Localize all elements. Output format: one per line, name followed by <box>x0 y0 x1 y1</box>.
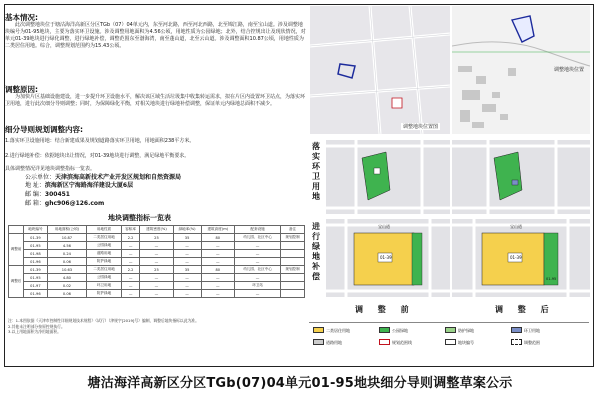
table-cell: 01-39 <box>24 234 48 242</box>
location-map-left <box>310 6 450 134</box>
contact-mail-value: ghc906@126.com <box>44 200 105 207</box>
table-cell: — <box>140 274 173 282</box>
table-note: 3.以上用地面积为净用地面积。 <box>8 329 61 334</box>
legend-item <box>511 339 540 345</box>
table-cell: — <box>201 274 235 282</box>
table-header-cell: 容积率 <box>122 226 140 234</box>
table-cell: 防护绿地 <box>87 258 122 266</box>
table-cell: 规划控制 <box>281 234 305 242</box>
table-group-label: 调整后 <box>9 266 24 298</box>
table-cell: — <box>140 242 173 250</box>
table-cell: 规划控制 <box>281 266 305 274</box>
table-cell: — <box>140 250 173 258</box>
table-cell: — <box>201 258 235 266</box>
legend-item <box>379 339 412 345</box>
legend-swatch <box>445 327 456 333</box>
after-map-1 <box>452 140 590 214</box>
contact-mail <box>25 200 104 208</box>
contact-mail-label: 邮 箱： <box>25 200 45 207</box>
table-cell: 幼儿园、社区中心 <box>235 266 281 274</box>
table-header-cell: 用地面积(公顷) <box>47 226 86 234</box>
table-cell: — <box>173 282 201 290</box>
contact-org-label: 公示单位： <box>25 174 56 181</box>
table-cell: 01-95 <box>24 274 48 282</box>
table-cell: 防护绿地 <box>87 290 122 298</box>
table-cell: — <box>235 290 281 298</box>
legend-item <box>445 339 474 345</box>
table-cell: — <box>235 242 281 250</box>
table-cell <box>281 250 305 258</box>
contact-post-label: 邮 编： <box>25 191 45 198</box>
table-cell: 80 <box>201 266 235 274</box>
before-map-1 <box>326 140 450 214</box>
table-cell: 01-97 <box>24 282 48 290</box>
table-row <box>9 242 305 250</box>
legend-item <box>379 327 408 333</box>
table-row <box>9 234 305 242</box>
table-cell: 10.87 <box>47 234 86 242</box>
table-cell: 25 <box>140 234 173 242</box>
table-cell: — <box>235 274 281 282</box>
table-row <box>9 258 305 266</box>
legend-swatch <box>511 339 522 345</box>
legend-label: 道路用地 <box>326 339 342 345</box>
table-cell: — <box>173 242 201 250</box>
reason-heading: 调整原因: <box>5 85 38 94</box>
before-map-2 <box>326 219 450 297</box>
before-map-1-svg <box>326 140 450 214</box>
table-cell: 35 <box>173 234 201 242</box>
table-header-cell: 用地性质 <box>87 226 122 234</box>
table-cell: 01-39 <box>24 266 48 274</box>
table-header-cell: 建筑密度(%) <box>140 226 173 234</box>
table-cell: — <box>235 250 281 258</box>
table-row <box>9 290 305 298</box>
table-cell: 0.06 <box>47 290 86 298</box>
table-header-cell: 绿地率(%) <box>173 226 201 234</box>
table-cell: — <box>122 242 140 250</box>
location-map-left-label: 调整地块位置图 <box>402 124 438 130</box>
sanitation-parcel <box>512 180 518 185</box>
content-item-2: 2.进行绿地补偿：依据地块出让情况，对01-39地块进行调整，满足绿地平衡要求。 <box>5 153 190 159</box>
contact-addr <box>25 182 133 190</box>
legend-label: 公园绿地 <box>392 327 408 333</box>
document-title: 塘沽海洋高新区分区TGb(07)04单元01-95地块细分导则调整草案公示 <box>87 376 513 391</box>
table-cell <box>281 242 305 250</box>
green-parcel <box>362 152 390 200</box>
table-cell: — <box>122 250 140 258</box>
table-cell: — <box>173 258 201 266</box>
table-cell: — <box>173 290 201 298</box>
contact-post <box>25 191 70 199</box>
table-header-cell: 地块编号 <box>24 226 48 234</box>
legend-label: 调整范围 <box>524 339 540 345</box>
contact-org-value: 天津滨海高新技术产业开发区规划和自然资源局 <box>55 174 182 181</box>
contact-org <box>25 174 181 182</box>
table-note: 2.其他未注明部分按原控规执行。 <box>8 323 65 329</box>
legend-swatch <box>313 339 324 345</box>
table-row <box>9 250 305 258</box>
legend-swatch <box>511 327 522 333</box>
table-cell <box>281 290 305 298</box>
contact-post-value: 300451 <box>44 191 70 198</box>
table-cell: — <box>122 274 140 282</box>
table-cell: — <box>235 258 281 266</box>
intro-heading: 基本情况: <box>5 13 38 22</box>
road-label: 宝山道 <box>378 224 390 229</box>
after-map-1-svg <box>452 140 590 214</box>
reason-body: 为加快片区基础设施建设，进一步提升环卫设施水平，解决该区域生活垃圾集中收集转运需求，拟在片区内设置环卫站点，为落实环卫用地，进行此次细分导则调整；同时，为保障绿化平衡，对相关地块进行绿地补偿调整，保证单元内绿地总面积不减少。 <box>5 94 306 107</box>
legend-swatch <box>379 327 390 333</box>
row1-side-label: 落实环卫用地 <box>312 142 320 201</box>
location-outline-1 <box>338 64 355 78</box>
table-row <box>9 282 305 290</box>
table-group-label: 调整前 <box>9 234 24 266</box>
road-label: 宝山道 <box>510 224 522 229</box>
table-cell: — <box>140 282 173 290</box>
parcel-label-2: 01-95 <box>546 277 557 281</box>
table-header-cell <box>9 226 24 234</box>
table-note: 注：1.本图依据《天津市控制性详细规划技术规程》（试行）（津规字[2019]号）编制，调整后地块指标以此为准。 <box>8 318 199 323</box>
contact-addr-value: 滨海新区宁海路海洋建设大厦6层 <box>44 182 134 189</box>
table-cell: — <box>122 258 140 266</box>
table-row <box>9 266 305 274</box>
legend-label: 规划范围线 <box>392 339 412 345</box>
table-cell: 二类居住用地 <box>87 234 122 242</box>
legend-label: 环卫用地 <box>524 327 540 333</box>
table-cell: 4.80 <box>47 274 86 282</box>
table-cell: 二类居住用地 <box>87 266 122 274</box>
table-cell: 35 <box>173 266 201 274</box>
table-title: 地块调整指标一览表 <box>108 214 171 222</box>
table-cell: 01-96 <box>24 290 48 298</box>
table-header-cell: 配套设施 <box>235 226 281 234</box>
table-cell: 10.63 <box>47 266 86 274</box>
table-cell: 道路用地 <box>87 250 122 258</box>
table-cell <box>281 282 305 290</box>
before-caption: 调 整 前 <box>355 305 415 314</box>
table-cell: 环卫用地 <box>87 282 122 290</box>
table-header-row <box>9 226 305 234</box>
table-cell: 01-96 <box>24 258 48 266</box>
table-cell: 0.02 <box>47 282 86 290</box>
content-heading: 细分导则规划调整内容: <box>5 125 83 134</box>
table-notes <box>8 318 306 335</box>
intro-body: 此次调整地块位于塘沽海洋高新区分区TGb（07）04单元内，东至河北路，西至河北西路，北至锦江路，南至宝山道。涉及调整地块编号为01-95地块，主要为落实环卫设施。涉及调整用地面积为4.56公顷，用地性质为公园绿地；北外，结合控规出让及现状情况，对单元01-39地块进行绿化调整，进行绿地补偿，调整范围东至渤海湾，南至蓬山道，北至云山道。涉及调整面积10.87公顷，用地性质为二类居住用地。综合，调整规划范围约为15.43公顷。 <box>5 22 306 49</box>
legend-swatch <box>445 339 456 345</box>
after-map-2 <box>452 219 590 297</box>
table-cell: 0.24 <box>47 250 86 258</box>
legend-label: 防护绿地 <box>458 327 474 333</box>
parcel-label: 01-39 <box>510 255 522 260</box>
location-map-right <box>452 6 590 134</box>
legend-item <box>313 339 342 345</box>
location-map-left-svg <box>310 6 450 134</box>
table-header-cell: 建筑高度(m) <box>201 226 235 234</box>
table-cell: 幼儿园、社区中心 <box>235 234 281 242</box>
table-cell: 0.06 <box>47 258 86 266</box>
table-cell: — <box>201 290 235 298</box>
content-item-1: 1.落实环卫设施用地：结合新建成果及规划道路落实环卫用地，用地面积238平方米。 <box>5 138 195 144</box>
green-parcel <box>494 152 522 200</box>
contact-addr-label: 地 址： <box>25 182 45 189</box>
legend-swatch <box>379 339 390 345</box>
row2-side-label: 进行绿地补偿 <box>312 222 320 281</box>
legend-item <box>445 327 474 333</box>
table-cell: 2.2 <box>122 266 140 274</box>
table-cell: 2.2 <box>122 234 140 242</box>
table-cell <box>281 258 305 266</box>
table-cell <box>281 274 305 282</box>
table-header-cell: 备注 <box>281 226 305 234</box>
table-cell: 公园绿地 <box>87 242 122 250</box>
indicator-table <box>8 225 305 298</box>
after-caption: 调 整 后 <box>495 305 555 314</box>
table-cell: 公园绿地 <box>87 274 122 282</box>
table-cell: 80 <box>201 234 235 242</box>
legend-item <box>511 327 540 333</box>
contact-heading: 具体调整情况详见地块调整指标一览表。 <box>5 166 96 172</box>
table-cell: — <box>201 250 235 258</box>
legend-label: 二类居住用地 <box>326 327 350 333</box>
table-cell: — <box>173 274 201 282</box>
location-outline-3 <box>512 16 534 42</box>
table-cell: 环卫站 <box>235 282 281 290</box>
legend-swatch <box>313 327 324 333</box>
table-cell: 01-95 <box>24 242 48 250</box>
table-cell: — <box>140 258 173 266</box>
table-cell: — <box>140 290 173 298</box>
table-cell: 4.56 <box>47 242 86 250</box>
table-cell: — <box>201 282 235 290</box>
location-map-right-label: 调整地块位置 <box>553 67 584 73</box>
legend-item <box>313 327 350 333</box>
table-cell: 25 <box>140 266 173 274</box>
map-legend <box>309 322 589 365</box>
table-cell: — <box>122 290 140 298</box>
table-cell: — <box>122 282 140 290</box>
legend-label: 地块编号 <box>458 339 474 345</box>
parcel-label: 01-39 <box>380 255 392 260</box>
table-cell: 01-98 <box>24 250 48 258</box>
location-outline-2 <box>392 98 402 108</box>
table-row <box>9 274 305 282</box>
table-cell: — <box>173 250 201 258</box>
table-cell: — <box>201 242 235 250</box>
